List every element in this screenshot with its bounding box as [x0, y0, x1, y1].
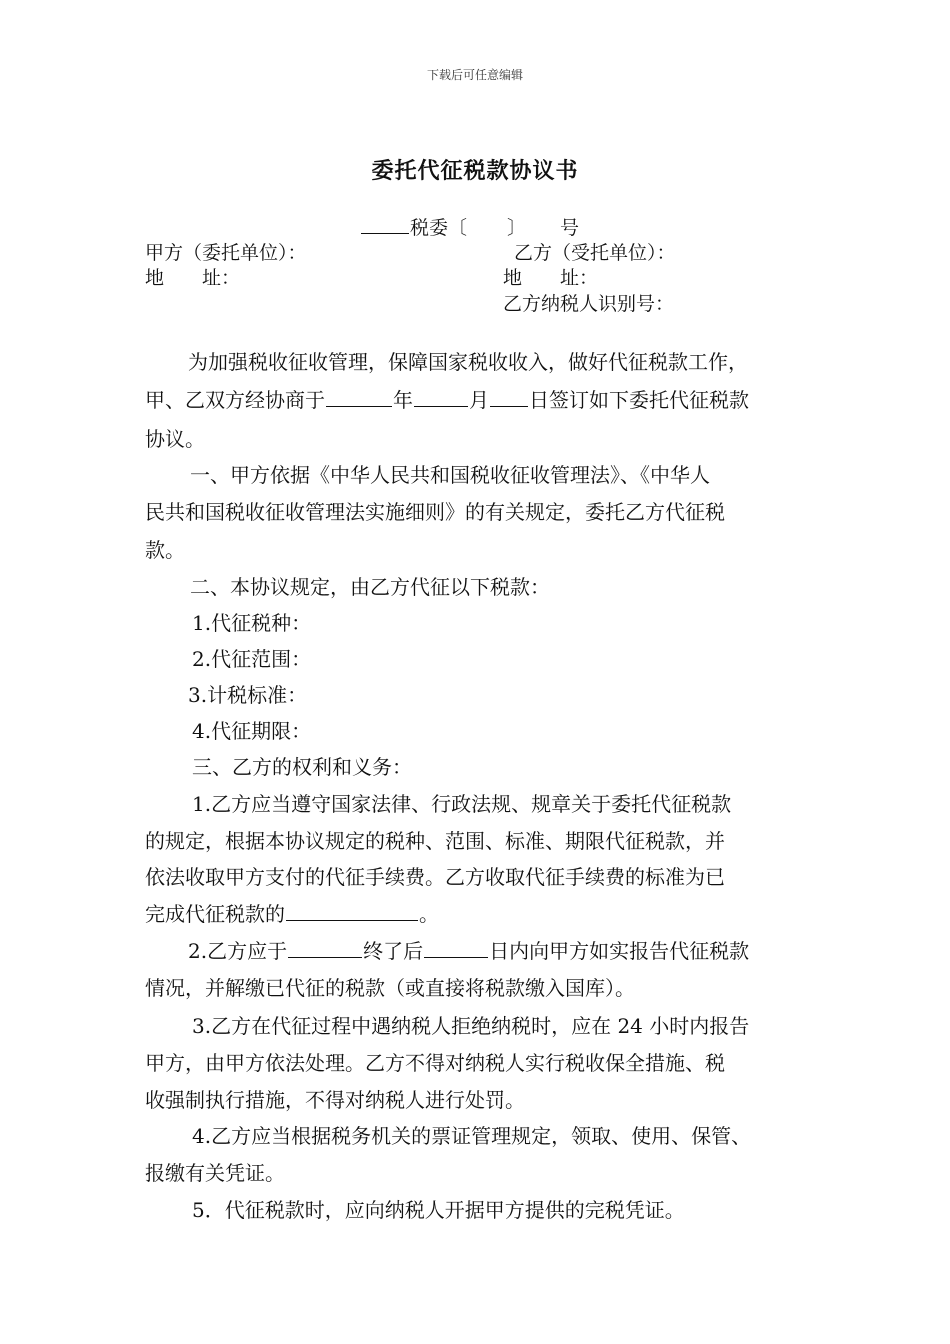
clause2-item-4: 4.代征期限：	[192, 719, 312, 743]
clause3-p2-line-2: 情况，并解缴已代征的税款（或直接将税款缴入国库）。	[145, 976, 635, 1000]
number-blank[interactable]	[361, 215, 409, 234]
number-suffix: 号	[560, 217, 580, 239]
clause3-p5-line-1: 5．代征税款时，应向纳税人开据甲方提供的完税凭证。	[192, 1198, 685, 1222]
days-blank[interactable]	[424, 939, 488, 958]
clause3-p1-line-1: 1.乙方应当遵守国家法律、行政法规、规章关于委托代征税款	[192, 792, 732, 816]
number-mid: 〕	[507, 217, 527, 239]
number-prefix: 税委〔	[410, 217, 468, 239]
day-blank[interactable]	[490, 388, 528, 407]
year-label: 年	[393, 388, 413, 412]
clause3-p3-line-1: 3.乙方在代征过程中遇纳税人拒绝纳税时，应在 24 小时内报告	[192, 1014, 750, 1038]
month-label: 月	[469, 388, 489, 412]
document-number	[360, 213, 579, 240]
header-note: 下载后可任意编辑	[426, 68, 523, 82]
document-title: 委托代征税款协议书	[371, 159, 579, 184]
party-b-label: 乙方（受托单位）：	[514, 242, 676, 264]
party-b-taxpayer-id-label: 乙方纳税人识别号：	[503, 293, 675, 315]
clause3-heading: 三、乙方的权利和义务：	[192, 755, 412, 779]
clause1-line-3: 款。	[145, 538, 185, 562]
intro-line-1: 为加强税收征收管理，保障国家税收收入，做好代征税款工作，	[188, 350, 748, 374]
year-blank[interactable]	[326, 388, 392, 407]
clause3-p2-a: 2.乙方应于	[188, 939, 288, 963]
party-a-address-label: 地 址：	[145, 267, 241, 289]
month-blank[interactable]	[414, 388, 468, 407]
clause2-item-3: 3.计税标准：	[188, 683, 308, 707]
clause3-p1-line-3: 依法收取甲方支付的代征手续费。乙方收取代征手续费的标准为已	[145, 865, 725, 889]
party-a-label: 甲方（委托单位）：	[145, 242, 307, 264]
clause3-p2-b: 终了后	[363, 939, 424, 963]
clause1-line-1: 一、甲方依据《中华人民共和国税收征收管理法》、《中华人	[190, 463, 710, 487]
clause3-p1-line-2: 的规定，根据本协议规定的税种、范围、标准、期限代征税款，并	[145, 829, 725, 853]
intro-line-3: 协议。	[145, 427, 205, 451]
fee-standard-blank[interactable]	[286, 902, 418, 921]
clause3-p3-line-3: 收强制执行措施，不得对纳税人进行处罚。	[145, 1088, 525, 1112]
clause3-p2-c: 日内向甲方如实报告代征税款	[489, 939, 750, 963]
clause3-p3-line-2: 甲方，由甲方依法处理。乙方不得对纳税人实行税收保全措施、税	[145, 1051, 725, 1075]
clause3-p4-line-1: 4.乙方应当根据税务机关的票证管理规定，领取、使用、保管、	[192, 1124, 752, 1148]
clause3-p1-line-4-a: 完成代征税款的	[145, 902, 285, 926]
intro-line-2-b: 日签订如下委托代征税款	[529, 388, 749, 412]
clause3-p2-line-1	[188, 935, 853, 964]
intro-line-2-a: 甲、乙双方经协商于	[145, 388, 325, 412]
clause3-p1-line-4-b: 。	[419, 902, 439, 926]
intro-line-2	[145, 384, 810, 413]
clause2-item-1: 1.代征税种：	[192, 611, 312, 635]
clause3-p1-line-4	[145, 898, 810, 927]
clause2-heading: 二、本协议规定，由乙方代征以下税款：	[190, 575, 550, 599]
clause2-item-2: 2.代征范围：	[192, 647, 312, 671]
clause3-p4-line-2: 报缴有关凭证。	[145, 1161, 285, 1185]
clause1-line-2: 民共和国税收征收管理法实施细则》的有关规定，委托乙方代征税	[145, 500, 725, 524]
period-blank[interactable]	[288, 939, 362, 958]
party-b-address-label: 地 址：	[503, 267, 599, 289]
